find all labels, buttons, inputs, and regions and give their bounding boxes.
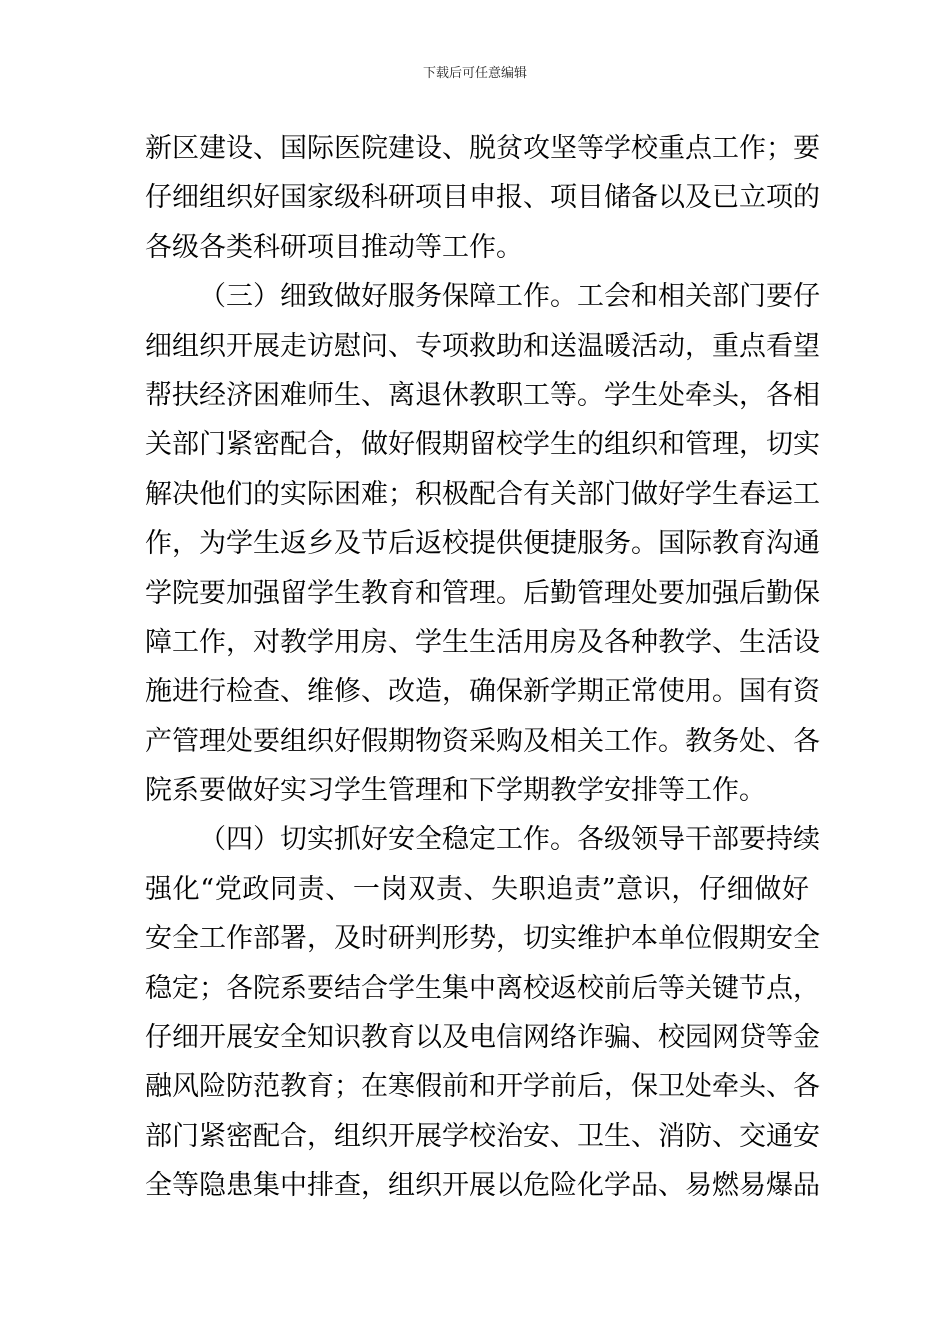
text-line: 关部门紧密配合，做好假期留校学生的组织和管理，切实 [145, 429, 820, 461]
text-line: 全等隐患集中排查，组织开展以危险化学品、易燃易爆品 [145, 1170, 820, 1202]
text-line: 强化“党政同责、一岗双责、失职追责”意识，仔细做好 [145, 873, 809, 905]
text-line: 障工作，对教学用房、学生生活用房及各种教学、生活设 [145, 626, 820, 658]
text-line: （四）切实抓好安全稳定工作。各级领导干部要持续 [199, 824, 820, 856]
text-line: 各级各类科研项目推动等工作。 [145, 231, 523, 263]
text-line: 细组织开展走访慰问、专项救助和送温暖活动，重点看望 [145, 330, 820, 362]
text-line: 新区建设、国际医院建设、脱贫攻坚等学校重点工作；要 [145, 133, 820, 164]
page-header: 下载后可任意编辑 [422, 66, 527, 81]
text-line: 解决他们的实际困难；积极配合有关部门做好学生春运工 [145, 478, 820, 510]
text-line: 学院要加强留学生教育和管理。后勤管理处要加强后勤保 [145, 577, 820, 609]
text-line: 稳定；各院系要结合学生集中离校返校前后等关键节点， [145, 972, 820, 1004]
text-line: 部门紧密配合，组织开展学校治安、卫生、消防、交通安 [145, 1120, 820, 1152]
text-line: 作，为学生返乡及节后返校提供便捷服务。国际教育沟通 [145, 528, 820, 560]
text-line: 产管理处要组织好假期物资采购及相关工作。教务处、各 [145, 725, 820, 757]
paragraph-safety-stability [145, 815, 820, 1210]
text-line: 安全工作部署，及时研判形势，切实维护本单位假期安全 [145, 923, 820, 955]
document-body [145, 124, 820, 1211]
text-line: （三）细致做好服务保障工作。工会和相关部门要仔 [199, 281, 820, 313]
text-line: 施进行检查、维修、改造，确保新学期正常使用。国有资 [145, 676, 820, 708]
text-line: 仔细组织好国家级科研项目申报、项目储备以及已立项的 [145, 182, 820, 214]
paragraph-service-guarantee [145, 272, 820, 815]
text-line: 仔细开展安全知识教育以及电信网络诈骗、校园网贷等金 [145, 1022, 820, 1054]
text-line: 融风险防范教育；在寒假前和开学前后，保卫处牵头、各 [145, 1071, 820, 1103]
text-line: 帮扶经济困难师生、离退休教职工等。学生处牵头，各相 [145, 379, 820, 411]
paragraph-continuation [145, 124, 820, 272]
text-line: 院系要做好实习学生管理和下学期教学安排等工作。 [145, 775, 766, 807]
